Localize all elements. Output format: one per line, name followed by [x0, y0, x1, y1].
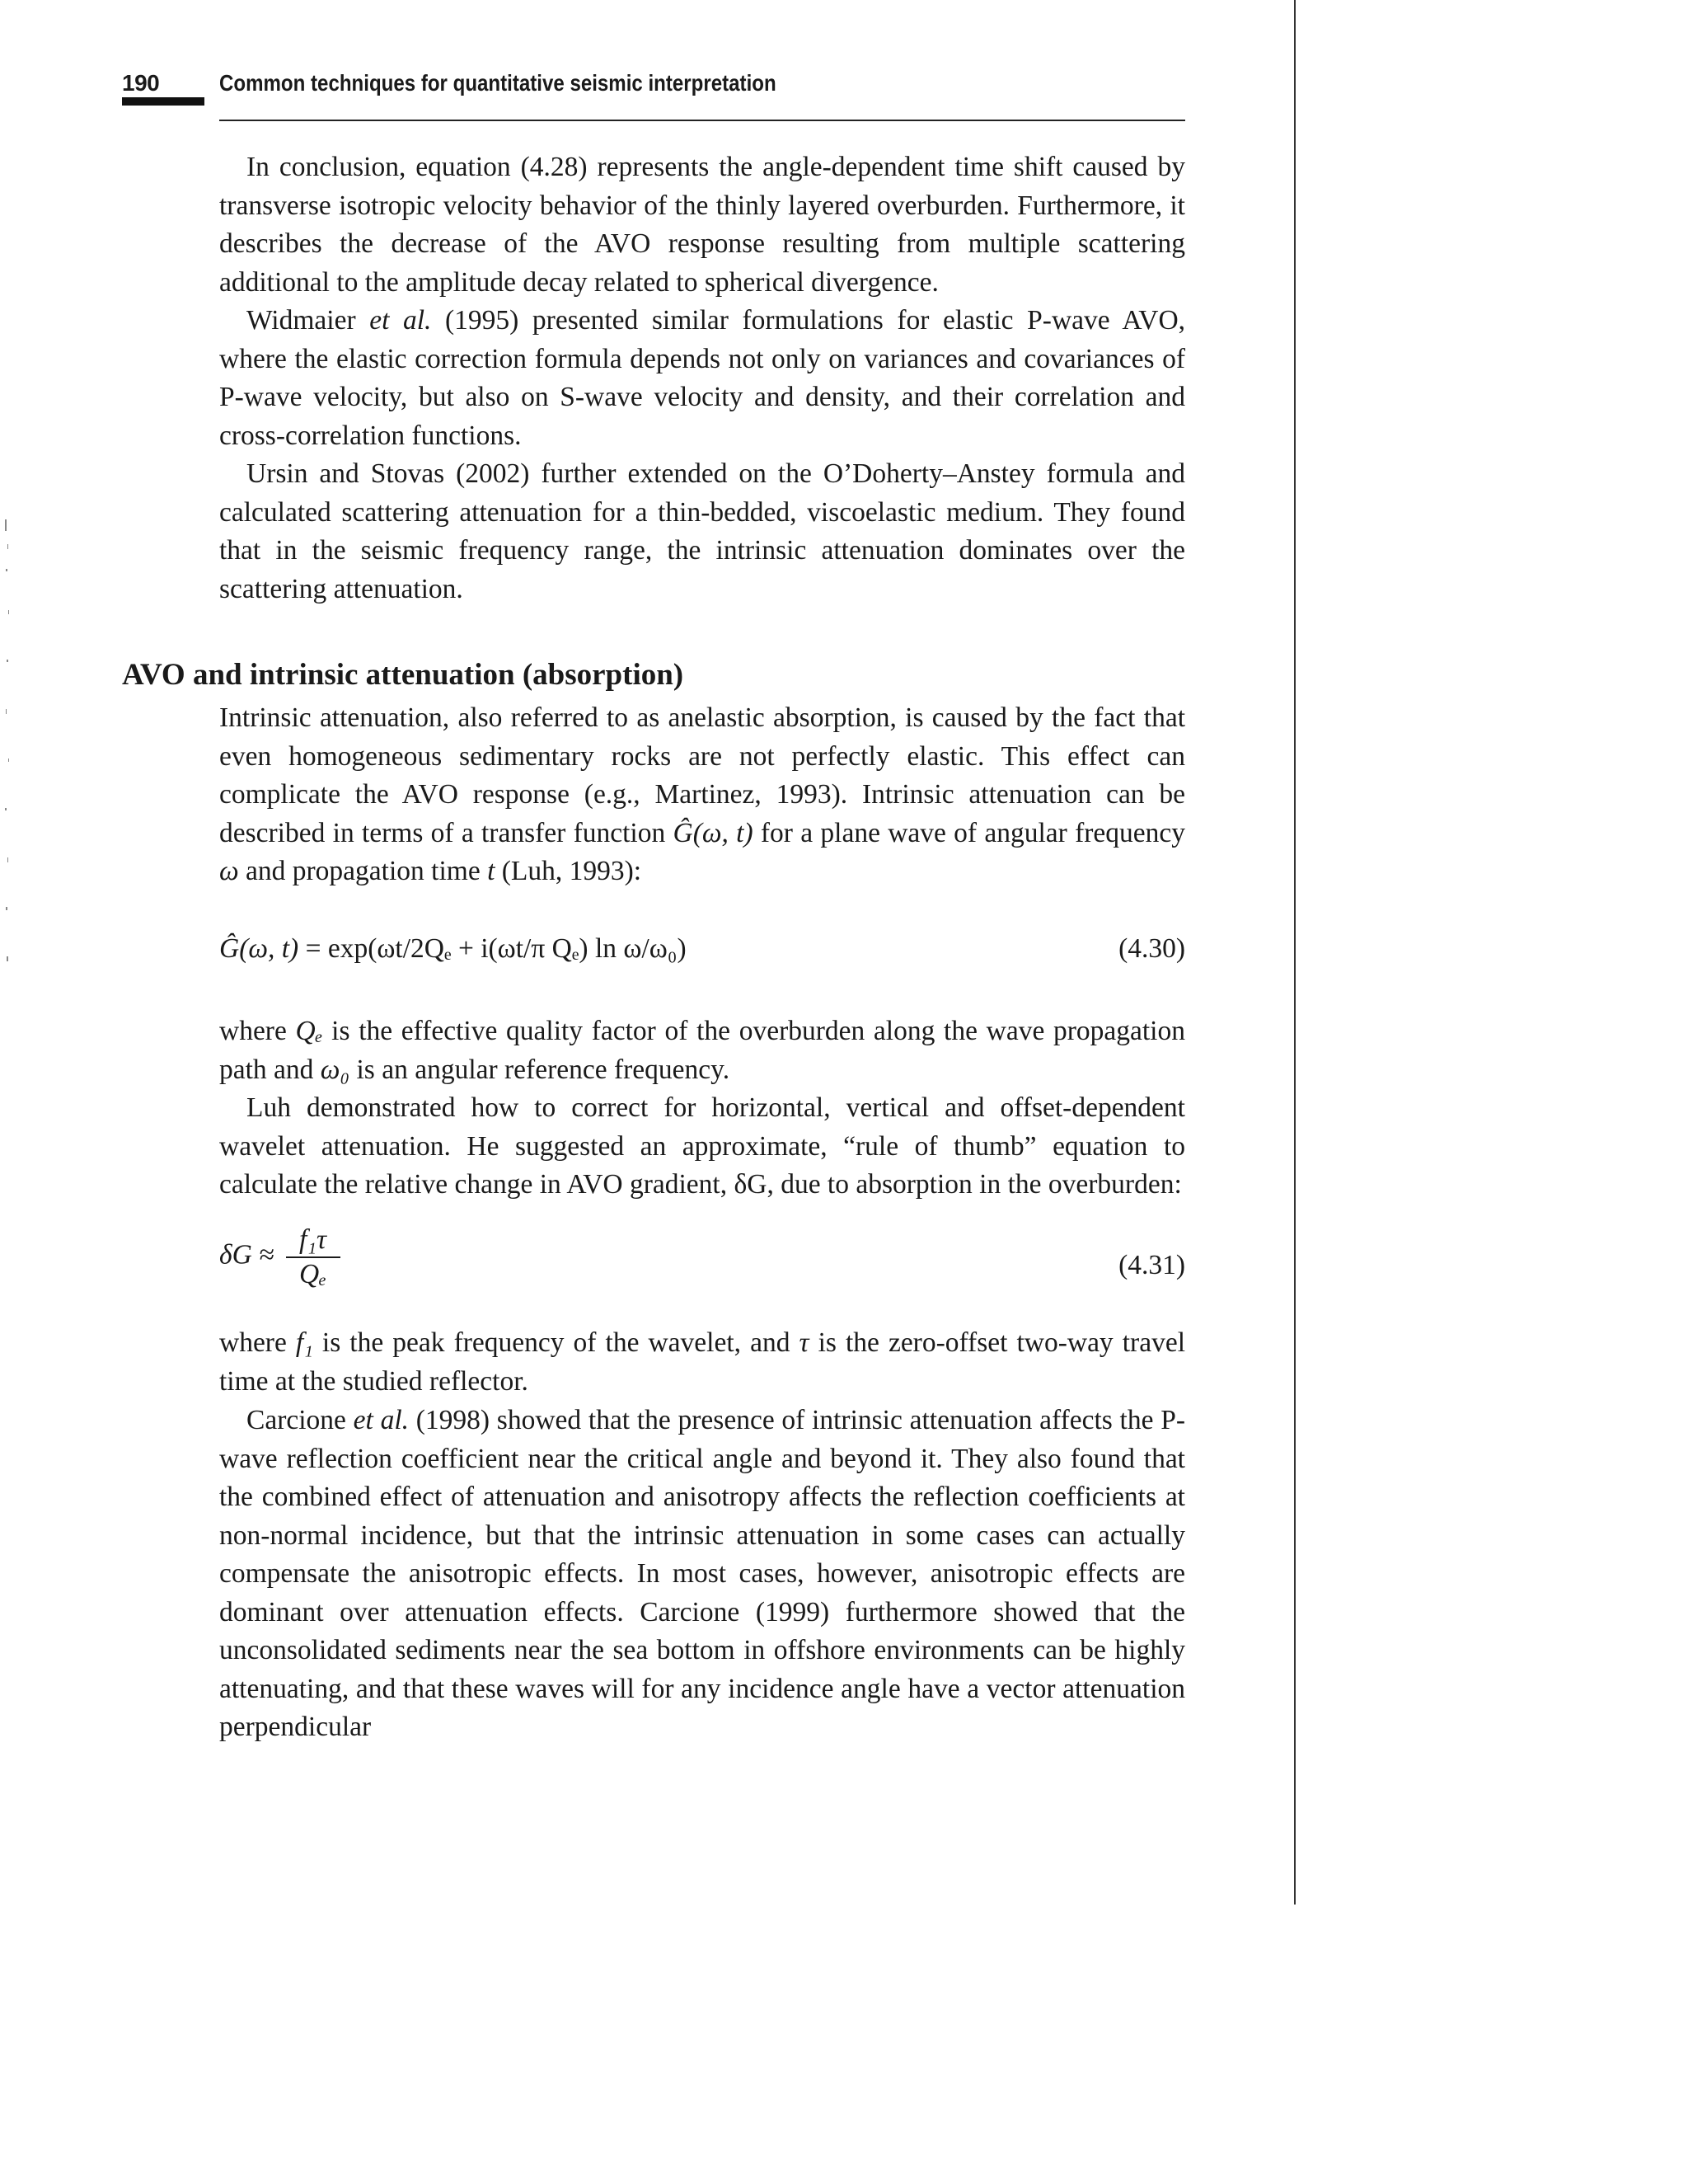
fraction	[286, 1224, 340, 1291]
paragraph-text: (1995) presented similar formulations for elastic P-wave AVO, where the elastic correction formula depends not only on variances and covariances of P-wave velocity, but also on S-wave velocity and density, and their correlation and cross-correlation functions.	[219, 305, 1186, 451]
tau-symbol: τ	[799, 1327, 809, 1358]
fraction-numerator: f₁τ	[299, 1224, 326, 1255]
paragraph-intrinsic-attenuation	[219, 699, 1185, 891]
paragraph-text: and propagation time	[238, 856, 488, 886]
paragraph-where-f1	[219, 1324, 1185, 1401]
equation-4-30	[219, 930, 1185, 968]
page-number-bar	[122, 97, 204, 106]
paragraph-text: where	[219, 1016, 296, 1046]
et-al: et al.	[369, 305, 432, 336]
equation-lhs: Ĝ(ω, t)	[219, 933, 299, 964]
f1-symbol: f₁	[295, 1327, 313, 1358]
equation-4-31	[219, 1224, 1185, 1291]
equation-number: (4.31)	[1118, 1250, 1185, 1280]
transfer-function-symbol: Ĝ(ω, t)	[673, 817, 753, 848]
paragraph-where-qe	[219, 1012, 1185, 1089]
scan-specks	[3, 511, 15, 973]
page-number: 190	[122, 70, 160, 96]
page-edge-line	[1294, 0, 1296, 1905]
paragraph-text: is the zero-offset two-way travel time at the studied reflector.	[219, 1327, 1185, 1397]
equation-rhs: = exp(ωt/2Qₑ + i(ωt/π Qₑ) ln ω/ω₀)	[298, 933, 687, 964]
paragraph-text: for a plane wave of angular frequency	[753, 817, 1185, 848]
header-rule	[219, 120, 1185, 121]
paragraph-text: (1998) showed that the presence of intrinsic attenuation affects the P-wave reflection coefficient near the critical angle and beyond it. They also found that the combined effect of attenuation and anisotropy affects the reflection coefficients at non-normal incidence, but that the intrinsic attenuation in some cases can actually compensate the anisotropic effects. In most cases, however, anisotropic effects are dominant over attenuation effects. Carcione (1999) furthermore showed that the unconsolidated sediments near the sea bottom in offshore environments can be highly attenuating, and that these waves will for any incidence angle have a vector attenuation perpendicular	[219, 1405, 1185, 1742]
paragraph-text: Intrinsic attenuation, also referred to as anelastic absorption, is caused by the fact that even homogeneous sedimentary rocks are not perfectly elastic. This effect can complicate the AVO response (e.g., Martinez, 1993). Intrinsic attenuation can be described in terms of a transfer function	[219, 702, 1185, 848]
paragraph-luh: Luh demonstrated how to correct for horizontal, vertical and offset-dependent wavelet attenuation. He suggested an approximate, “rule of thumb” equation to calculate the relative change in AVO gradient, δG, due to absorption in the overburden:	[219, 1092, 1185, 1200]
equation-number: (4.30)	[1118, 933, 1185, 964]
paragraph-text: is the peak frequency of the wavelet, and	[312, 1327, 799, 1358]
section-heading: AVO and intrinsic attenuation (absorption)	[122, 658, 684, 692]
paragraph-text: is an angular reference frequency.	[349, 1054, 730, 1085]
author: Widmaier	[246, 305, 370, 336]
equation-lhs: δG ≈	[219, 1239, 274, 1270]
paragraph-text: is the effective quality factor of the overburden along the wave propagation path and	[219, 1016, 1185, 1085]
paragraph-text: (Luh, 1993):	[495, 856, 642, 886]
paragraph-conclusion: In conclusion, equation (4.28) represents the angle-dependent time shift caused by transverse isotropic velocity behavior of the thinly layered overburden. Furthermore, it describes the decrease of the AVO response resulting from multiple scattering additional to the amplitude decay related to spherical divergence.	[219, 152, 1185, 298]
qe-symbol: Qₑ	[295, 1016, 323, 1046]
time-symbol: t	[487, 856, 495, 886]
et-al: et al.	[353, 1405, 410, 1435]
paragraph-text: where	[219, 1327, 296, 1358]
omega0-symbol: ω₀	[320, 1054, 350, 1085]
paragraph-ursin-stovas: Ursin and Stovas (2002) further extended on the O’Doherty–Anstey formula and calculated scattering attenuation for a thin-bedded, viscoelastic medium. They found that in the seismic frequency range, the intrinsic attenuation dominates over the scattering attenuation.	[219, 458, 1185, 604]
paragraph-widmaier	[219, 302, 1185, 455]
omega-symbol: ω	[219, 856, 239, 886]
running-title: Common techniques for quantitative seismic interpretation	[219, 70, 776, 96]
author: Carcione	[246, 1405, 354, 1435]
paragraph-carcione	[219, 1402, 1185, 1747]
fraction-denominator: Qₑ	[299, 1259, 327, 1289]
